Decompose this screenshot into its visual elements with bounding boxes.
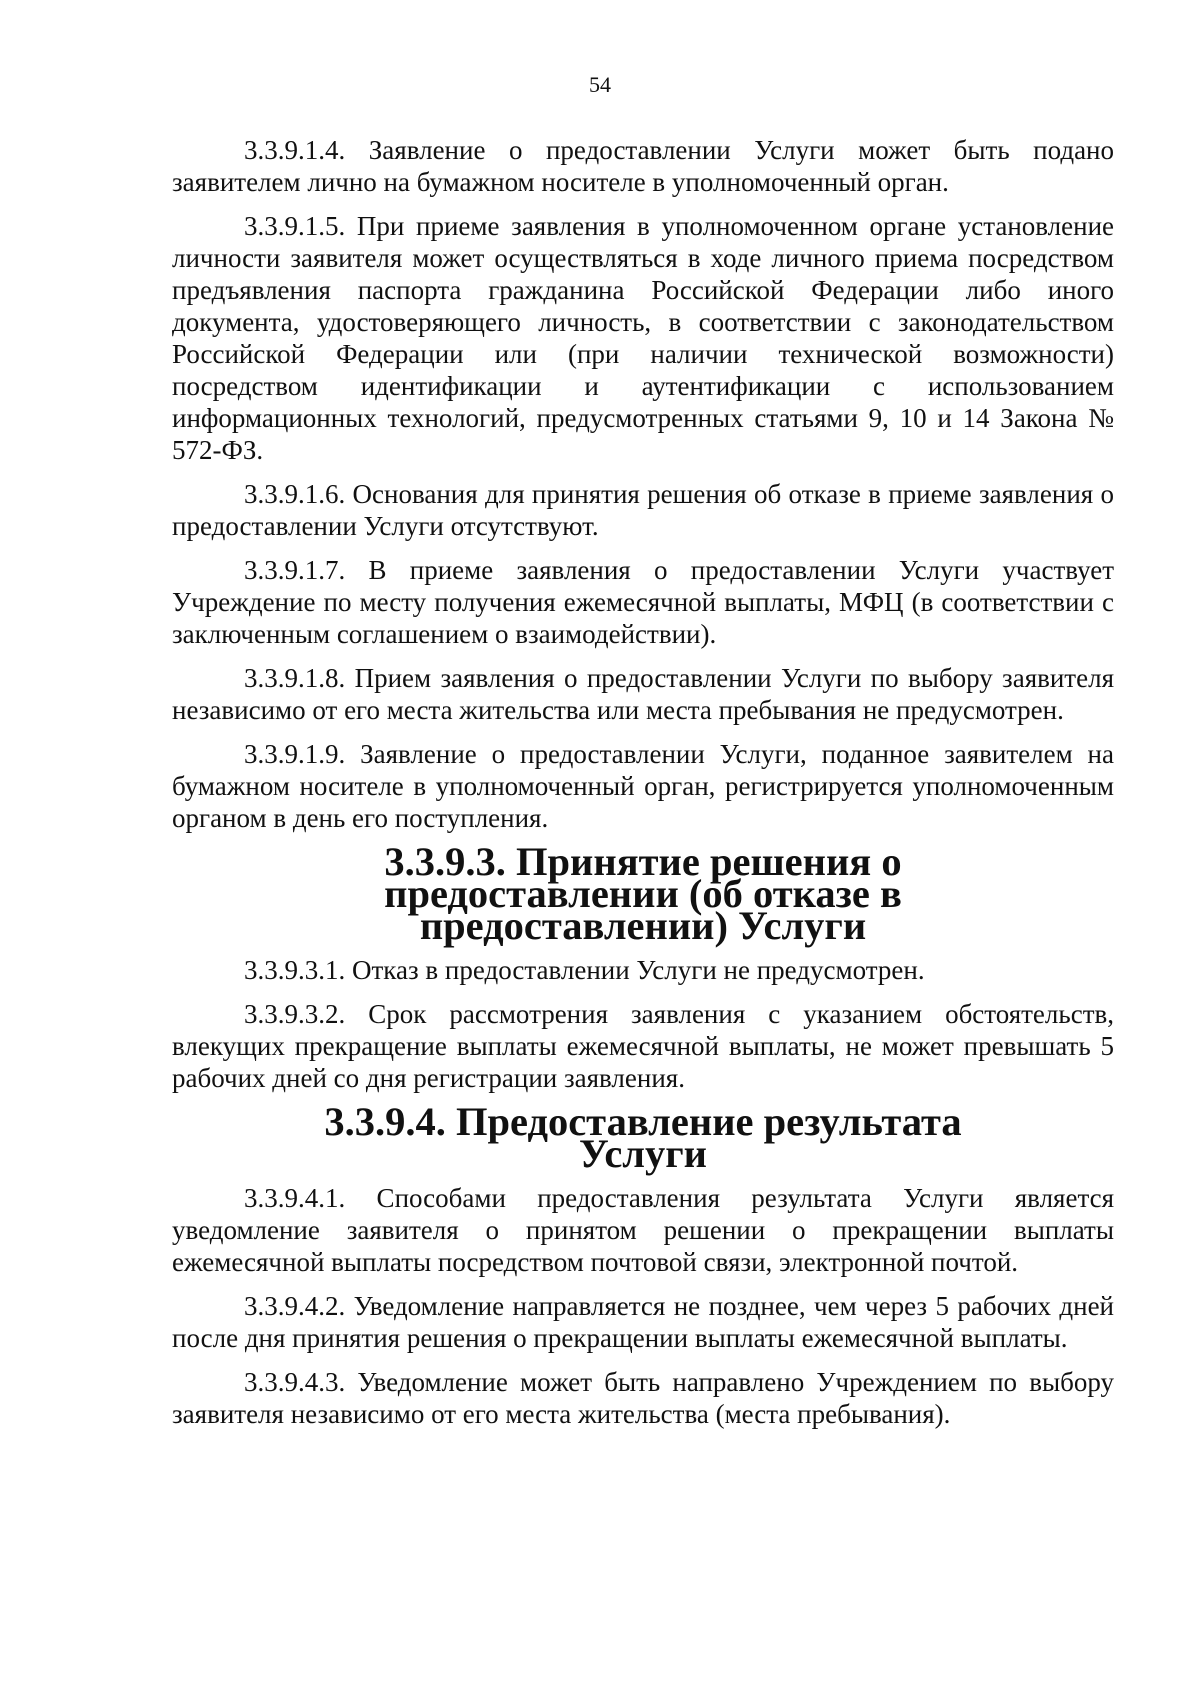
paragraph-3-3-9-3-1: 3.3.9.3.1. Отказ в предоставлении Услуги не предусмотрен. — [244, 955, 925, 985]
paragraph-3-3-9-4-1: 3.3.9.4.1. Способами предоставления результата Услуги является уведомление заявителя о принятом решении о прекращении выплаты ежемесячной выплаты посредством почтовой связи, электронной почтой. — [172, 1183, 1114, 1277]
paragraph-3-3-9-1-5: 3.3.9.1.5. При приеме заявления в уполномоченном органе установление личности заявителя может осуществляться в ходе личного приема посредством предъявления паспорта гражданина Российской Федерации либо иного документа, удостоверяющего личность, в соответствии с законодательством Российской Федерации или (при наличии технической возможности) посредством идентификации и аутентификации с использованием информационных технологий, предусмотренных статьями 9, 10 и 14 Закона № 572-ФЗ. — [172, 211, 1114, 465]
paragraph-3-3-9-4-2: 3.3.9.4.2. Уведомление направляется не позднее, чем через 5 рабочих дней после дня принятия решения о прекращении выплаты ежемесячной выплаты. — [172, 1291, 1114, 1353]
paragraph-3-3-9-1-6: 3.3.9.1.6. Основания для принятия решения об отказе в приеме заявления о предоставлении Услуги отсутствуют. — [172, 479, 1114, 541]
paragraph-3-3-9-1-4: 3.3.9.1.4. Заявление о предоставлении Услуги может быть подано заявителем лично на бумажном носителе в уполномоченный орган. — [172, 135, 1114, 197]
page-content — [172, 134, 1114, 1442]
paragraph-3-3-9-4-3: 3.3.9.4.3. Уведомление может быть направлено Учреждением по выбору заявителя независимо от его места жительства (места пребывания). — [172, 1367, 1114, 1429]
section-heading-3-3-9-4: 3.3.9.4. Предоставление результата Услуги — [324, 1099, 962, 1176]
paragraph-3-3-9-1-8: 3.3.9.1.8. Прием заявления о предоставлении Услуги по выбору заявителя независимо от его места жительства или места пребывания не предусмотрен. — [172, 663, 1114, 725]
page-number: 54 — [589, 72, 611, 97]
section-heading-3-3-9-3: 3.3.9.3. Принятие решения о предоставлении (об отказе в предоставлении) Услуги — [384, 839, 902, 948]
paragraph-3-3-9-3-2: 3.3.9.3.2. Срок рассмотрения заявления с указанием обстоятельств, влекущих прекращение выплаты ежемесячной выплаты, не может превышать 5 рабочих дней со дня регистрации заявления. — [172, 999, 1114, 1093]
paragraph-3-3-9-1-9: 3.3.9.1.9. Заявление о предоставлении Услуги, поданное заявителем на бумажном носителе в уполномоченный орган, регистрируется уполномоченным органом в день его поступления. — [172, 739, 1114, 833]
paragraph-3-3-9-1-7: 3.3.9.1.7. В приеме заявления о предоставлении Услуги участвует Учреждение по месту получения ежемесячной выплаты, МФЦ (в соответствии с заключенным соглашением о взаимодействии). — [172, 555, 1114, 649]
